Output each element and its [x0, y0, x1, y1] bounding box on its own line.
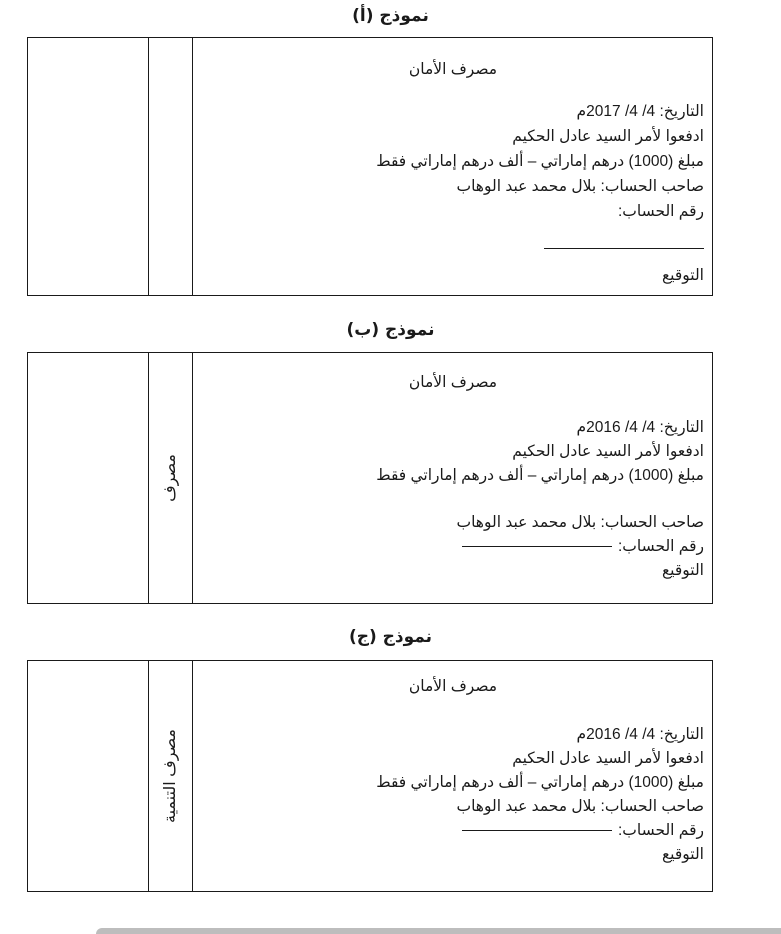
pay-to-line: ادفعوا لأمر السيد عادل الحكيم: [512, 128, 704, 145]
cheque-stub-outer: [28, 38, 149, 295]
account-number-label: رقم الحساب:: [618, 203, 704, 220]
cheque-body: [194, 38, 712, 295]
cheque-stub-outer: [28, 661, 149, 891]
account-number-rule: [544, 248, 704, 249]
account-number-line: [462, 821, 704, 841]
signature-label: التوقيع: [661, 846, 704, 863]
cheque-model-a: [27, 37, 713, 296]
cheque-stub-inner: [148, 661, 193, 891]
account-number-rule: [462, 546, 612, 547]
cheque-stub-inner: [148, 353, 193, 603]
model-a-title: نموذج (أ): [352, 6, 429, 26]
account-number-line: [462, 537, 704, 557]
amount-line: مبلغ (1000) درهم إماراتي – ألف درهم إماراتي فقط: [376, 467, 704, 484]
cheque-date: التاريخ: 4/ 4/ 2017م: [576, 103, 704, 120]
bank-name: مصرف الأمان: [408, 678, 498, 695]
cheque-model-b: [27, 352, 713, 604]
signature-label: التوقيع: [661, 562, 704, 579]
stub-bank-label: مصرف التنمية: [162, 729, 179, 823]
pay-to-line: ادفعوا لأمر السيد عادل الحكيم: [512, 750, 704, 767]
account-holder-line: صاحب الحساب: بلال محمد عبد الوهاب: [456, 178, 704, 195]
account-holder-line: صاحب الحساب: بلال محمد عبد الوهاب: [456, 514, 704, 531]
amount-line: مبلغ (1000) درهم إماراتي – ألف درهم إماراتي فقط: [376, 774, 704, 791]
cheque-date: التاريخ: 4/ 4/ 2016م: [576, 726, 704, 743]
account-number-label: رقم الحساب:: [618, 822, 704, 839]
cheque-model-c: [27, 660, 713, 892]
cheque-date: التاريخ: 4/ 4/ 2016م: [576, 419, 704, 436]
stub-bank-label: مصرف: [162, 454, 179, 502]
bank-name: مصرف الأمان: [408, 61, 498, 78]
signature-label: التوقيع: [661, 267, 704, 284]
model-c-title: نموذج (ج): [348, 627, 433, 647]
bank-name: مصرف الأمان: [408, 374, 498, 391]
cheque-stub-inner: [148, 38, 193, 295]
cheque-body: [194, 661, 712, 891]
account-number-rule: [462, 830, 612, 831]
page-footer-bar: [96, 928, 781, 934]
account-holder-line: صاحب الحساب: بلال محمد عبد الوهاب: [456, 798, 704, 815]
model-b-title: نموذج (ب): [346, 320, 435, 340]
amount-line: مبلغ (1000) درهم إماراتي – ألف درهم إماراتي فقط: [376, 153, 704, 170]
account-number-label: رقم الحساب:: [618, 538, 704, 555]
cheque-body: [194, 353, 712, 603]
cheque-stub-outer: [28, 353, 149, 603]
pay-to-line: ادفعوا لأمر السيد عادل الحكيم: [512, 443, 704, 460]
